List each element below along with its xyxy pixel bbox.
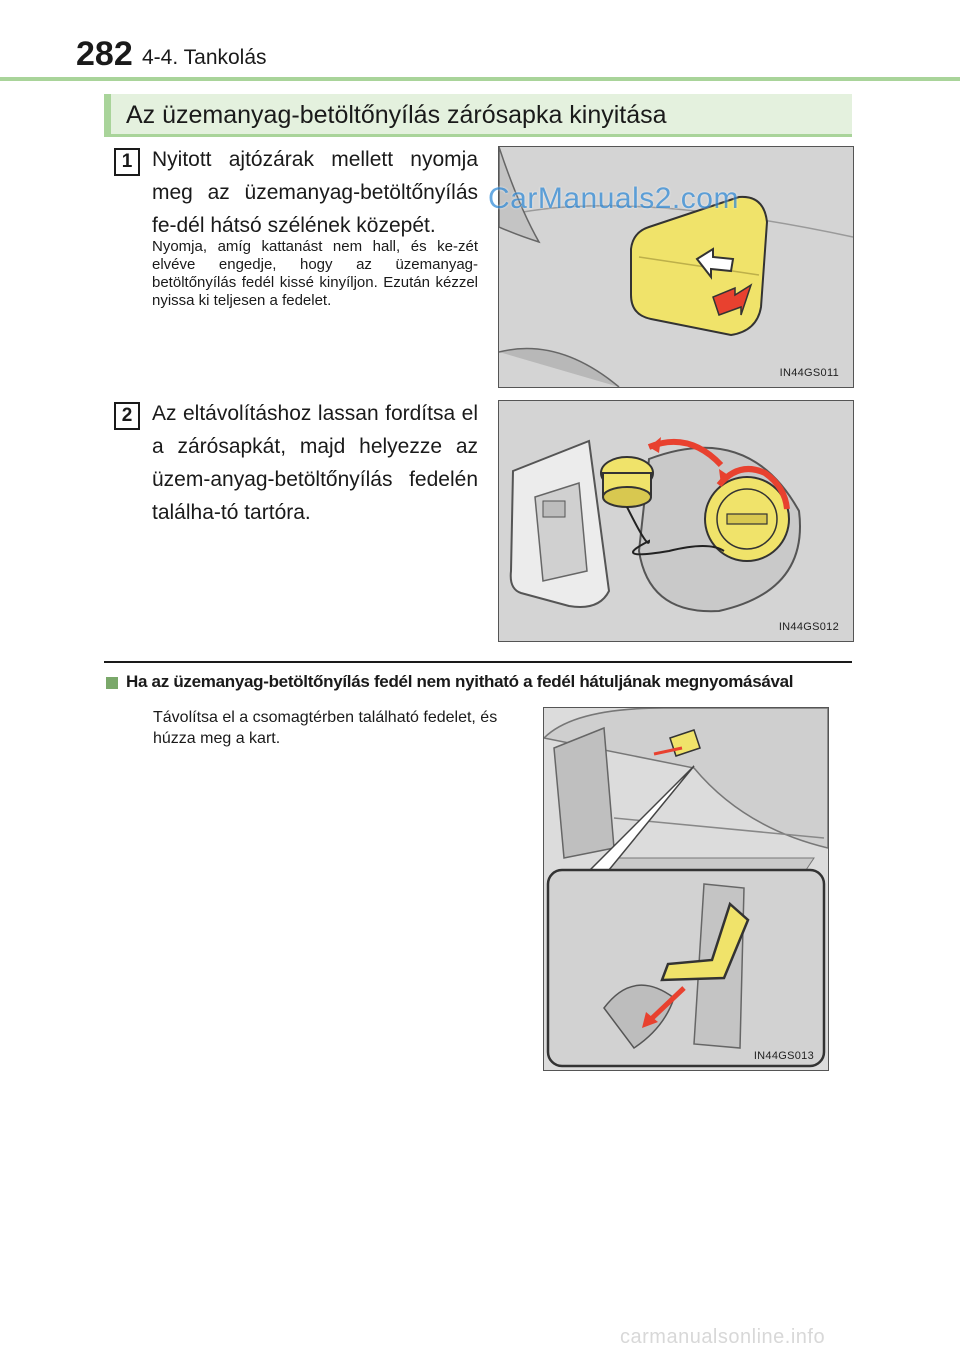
figure-1-code: IN44GS011 — [779, 367, 839, 379]
step-2-text: Az eltávolításhoz lassan fordítsa el a zárósapkát, majd helyezze az üzem-anyag-betöltőnyílás fedelén találha-tó tartóra. — [152, 402, 478, 524]
section-heading-accent — [104, 94, 111, 137]
subsection-heading: Ha az üzemanyag-betöltőnyílás fedél nem nyitható a fedél hátuljának megnyomásával — [126, 672, 794, 691]
step-2-badge: 2 — [114, 402, 140, 430]
trunk-lever-figure — [543, 707, 829, 1071]
fuel-cap-illustration — [499, 401, 853, 641]
figure-2-code: IN44GS012 — [778, 621, 839, 633]
section-heading: Az üzemanyag-betöltőnyílás zárósapka kinyitása — [126, 101, 667, 129]
fuel-cap-remove-figure — [498, 400, 854, 642]
figure-3-code: IN44GS013 — [753, 1050, 814, 1062]
subsection-rule — [104, 661, 852, 663]
step-1-badge: 1 — [114, 148, 140, 176]
subsection-bullet-icon — [106, 677, 118, 689]
watermark-top: CarManuals2.com — [488, 182, 739, 215]
header-rule — [0, 77, 960, 81]
step-1-text: Nyitott ajtózárak mellett nyomja meg az üzemanyag-betöltőnyílás fe-dél hátsó szélének közepét. — [152, 148, 478, 237]
trunk-lever-illustration — [544, 708, 828, 1070]
section-title: 4-4. Tankolás — [142, 46, 267, 69]
step-1-note: Nyomja, amíg kattanást nem hall, és ke-zét elvéve engedje, hogy az üzemanyag-betöltőnyílás fedél kissé kinyíljon. Ezután kézzel nyissa ki teljesen a fedelet. — [152, 238, 478, 309]
page-number: 282 — [76, 35, 133, 73]
subsection-text: Távolítsa el a csomagtérben található fedelet, és húzza meg a kart. — [153, 709, 498, 747]
watermark-bottom: carmanualsonline.info — [620, 1326, 826, 1348]
